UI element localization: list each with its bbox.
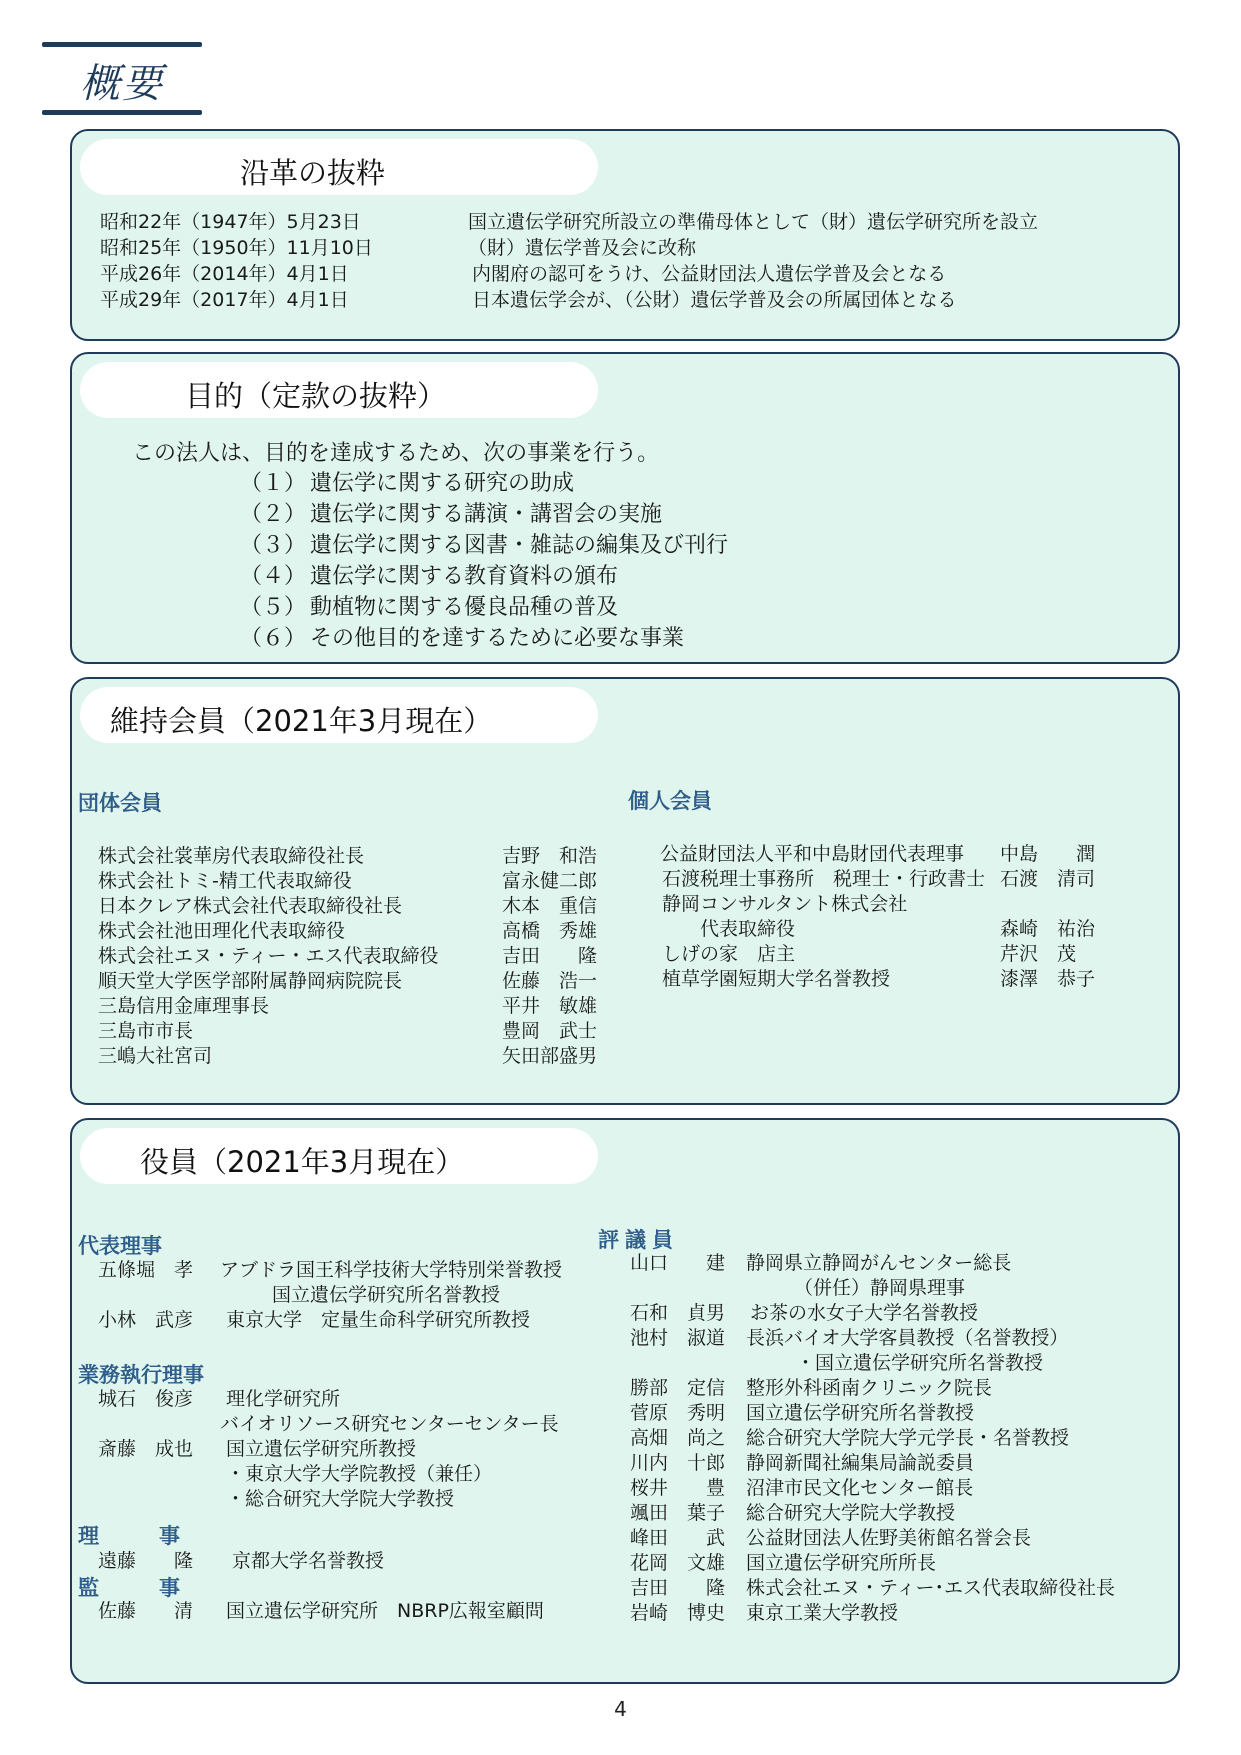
page-header — [42, 42, 202, 116]
individual-members-label: 個人会員 — [628, 789, 712, 813]
history-heading-pill — [80, 139, 598, 195]
purpose-heading-pill — [80, 362, 598, 418]
page-number: 4 — [614, 1697, 627, 1721]
group-members-label: 団体会員 — [78, 791, 162, 815]
purpose-heading: 目的（定款の抜粋） — [185, 379, 447, 413]
councilor-label: 評議員 — [598, 1228, 679, 1252]
auditor-label: 監 事 — [78, 1576, 186, 1600]
director-label: 理 事 — [78, 1524, 186, 1548]
members-section: 維持会員（2021年3月現在） 団体会員 個人会員 株式会社裳華房代表取締役社長 吉野 和浩 株式会社トミ-精工代表取締役 富永健二郎 日本クレア株式会社代表取締役社長 木本 重信 株式会社池田理化代表取締役 高橋 秀雄 株式会社エヌ・ティー・エス代表取締役 吉田 隆 順天堂大学医学部附属静岡病院院長 佐藤 浩一 三島信用金庫理事長 平井 敏雄 三島市市長 豊岡 武士 三嶋大社宮司 矢田部盛男 公益財団法人平和中島財団代表理事 中島 潤 石渡税理士事務所 税理士・行政書士 石渡 清司 静岡コンサルタント株式会社 代表取締役 森崎 祐治 しげの家 店主 芹沢 茂 植草学園短期大学名誉教授 漆澤 恭子 — [70, 677, 1180, 1105]
header-rule-top — [42, 42, 202, 47]
members-heading: 維持会員（2021年3月現在） — [110, 704, 493, 738]
header-rule-bottom — [42, 110, 202, 115]
members-heading-pill — [80, 687, 598, 743]
officers-section: 役員（2021年3月現在） 代表理事 五條堀 孝 アブドラ国王科学技術大学特別栄誉教授 国立遺伝学研究所名誉教授 小林 武彦 東京大学 定量生命科学研究所教授 業務執行理事 城石 俊彦 理化学研究所 バイオリソース研究センターセンター長 斎藤 成也 国立遺伝学研究所教授 ・東京大学大学院教授（兼任） ・総合研究大学院大学教授 理 事 遠藤 隆 京都大学名誉教授 監 事 佐藤 清 国立遺伝学研究所 NBRP広報室顧問 評議員 山口 建 静岡県立静岡がんセンター総長 （併任）静岡県理事 石和 貞男 お茶の水女子大学名誉教授 池村 淑道 長浜バイオ大学客員教授（名誉教授） ・国立遺伝学研究所名誉教授 勝部 定信 整形外科函南クリニック院長 菅原 秀明 国立遺伝学研究所名誉教授 高畑 尚之 総合研究大学院大学元学長・名誉教授 川内 十郎 静岡新聞社編集局論説委員 桜井 豊 沼津市民文化センター館長 颯田 葉子 総合研究大学院大学教授 峰田 武 公益財団法人佐野美術館名誉会長 花岡 文雄 国立遺伝学研究所所長 吉田 隆 株式会社エヌ・ティー･エス代表取締役社長 岩崎 博史 東京工業大学教授 — [70, 1118, 1180, 1684]
purpose-section: 目的（定款の抜粋） この法人は、目的を達成するため、次の事業を行う。 （１） 遺伝学に関する研究の助成 （２） 遺伝学に関する講演・講習会の実施 （３） 遺伝学に関する図書・雑誌の編集及び刊行 （４） 遺伝学に関する教育資料の頒布 （５） 動植物に関する優良品種の普及 （６） その他目的を達するために必要な事業 — [70, 352, 1180, 664]
officers-heading-pill — [80, 1128, 598, 1184]
page-title: 概要 — [80, 61, 164, 107]
history-section: 沿革の抜粋 昭和22年（1947年）5月23日 国立遺伝学研究所設立の準備母体として（財）遺伝学研究所を設立 昭和25年（1950年）11月10日 （財）遺伝学普及会に改称 平成26年（2014年）4月1日 内閣府の認可をうけ、公益財団法人遺伝学普及会となる 平成29年（2017年）4月1日 日本遺伝学会が、（公財）遺伝学普及会の所属団体となる — [70, 129, 1180, 341]
exec-director-label: 業務執行理事 — [78, 1363, 204, 1387]
purpose-intro: この法人は、目的を達成するため、次の事業を行う。 — [132, 441, 660, 466]
rep-director-label: 代表理事 — [78, 1234, 162, 1258]
history-heading: 沿革の抜粋 — [240, 156, 386, 190]
officers-heading: 役員（2021年3月現在） — [140, 1145, 465, 1179]
